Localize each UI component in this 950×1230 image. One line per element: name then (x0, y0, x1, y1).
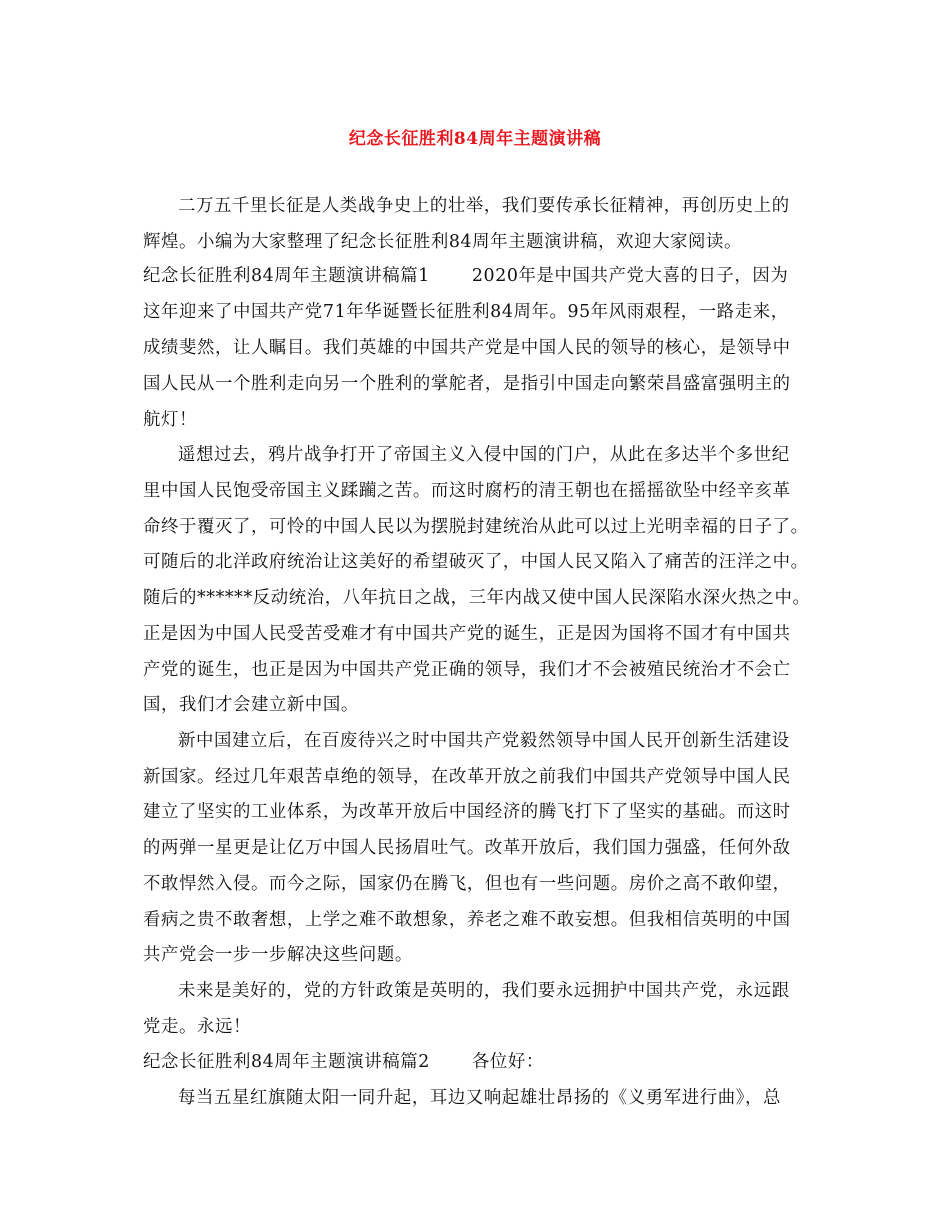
paragraph-line: 建立了坚实的工业体系，为改革开放后中国经济的腾飞打下了坚实的基础。而这时 (143, 802, 791, 822)
paragraph-line: 新中国建立后，在百废待兴之时中国共产党毅然领导中国人民开创新生活建设 (178, 731, 790, 751)
section-heading: 纪念长征胜利84周年主题演讲稿篇2 (143, 1052, 430, 1072)
paragraph-line: 这年迎来了中国共产党71年华诞暨长征胜利84周年。95年风雨艰程，一路走来， (143, 302, 789, 322)
paragraph-line: 遥想过去，鸦片战争打开了帝国主义入侵中国的门户，从此在多达半个多世纪 (178, 445, 790, 465)
paragraph-line: 国，我们才会建立新中国。 (143, 695, 359, 715)
paragraph-text: 2020年是中国共产党大喜的日子，因为 (471, 266, 789, 286)
paragraph-line: 产党的诞生，也正是因为中国共产党正确的领导，我们才不会被殖民统治才不会亡 (143, 660, 791, 680)
paragraph-line: 看病之贵不敢奢想，上学之难不敢想象，养老之难不敢妄想。但我相信英明的中国 (143, 910, 791, 930)
paragraph-line: 未来是美好的，党的方针政策是英明的，我们要永远拥护中国共产党，永远跟 (178, 981, 790, 1001)
paragraph-line: 不敢悍然入侵。而今之际，国家仍在腾飞，但也有一些问题。房价之高不敢仰望， (143, 874, 791, 894)
document-title: 纪念长征胜利84周年主题演讲稿 (348, 129, 602, 149)
section-heading-line (143, 1050, 544, 1074)
paragraph-line: 新国家。经过几年艰苦卓绝的领导，在改革开放之前我们中国共产党领导中国人民 (143, 767, 791, 787)
paragraph-line: 航灯！ (143, 410, 197, 430)
paragraph-line: 共产党会一步一步解决这些问题。 (143, 945, 413, 965)
section-heading-line (143, 264, 788, 288)
paragraph-line: 的两弹一星更是让亿万中国人民扬眉吐气。改革开放后，我们国力强盛，任何外敌 (143, 838, 791, 858)
paragraph-line: 辉煌。小编为大家整理了纪念长征胜利84周年主题演讲稿，欢迎大家阅读。 (143, 232, 743, 252)
paragraph-line: 国人民从一个胜利走向另一个胜利的掌舵者，是指引中国走向繁荣昌盛富强明主的 (143, 374, 791, 394)
paragraph-line: 正是因为中国人民受苦受难才有中国共产党的诞生，正是因为国将不国才有中国共 (143, 624, 791, 644)
section-heading: 纪念长征胜利84周年主题演讲稿篇1 (143, 266, 430, 286)
paragraph-line: 每当五星红旗随太阳一同升起，耳边又响起雄壮昂扬的《义勇军进行曲》，总 (178, 1088, 781, 1108)
paragraph-line: 里中国人民饱受帝国主义蹂躏之苦。而这时腐朽的清王朝也在摇摇欲坠中经辛亥革 (143, 481, 791, 501)
paragraph-line: 可随后的北洋政府统治让这美好的希望破灭了，中国人民又陷入了痛苦的汪洋之中。 (143, 552, 809, 572)
paragraph-line: 成绩斐然，让人瞩目。我们英雄的中国共产党是中国人民的领导的核心，是领导中 (143, 338, 791, 358)
paragraph-line: 命终于覆灭了，可怜的中国人民以为摆脱封建统治从此可以过上光明幸福的日子了。 (143, 517, 809, 537)
paragraph-line: 二万五千里长征是人类战争史上的壮举，我们要传承长征精神，再创历史上的 (178, 196, 790, 216)
paragraph-line: 党走。永远！ (143, 1017, 251, 1037)
paragraph-text: 各位好： (471, 1052, 544, 1072)
paragraph-line: 随后的******反动统治，八年抗日之战，三年内战又使中国人民深陷水深火热之中。 (143, 588, 811, 608)
